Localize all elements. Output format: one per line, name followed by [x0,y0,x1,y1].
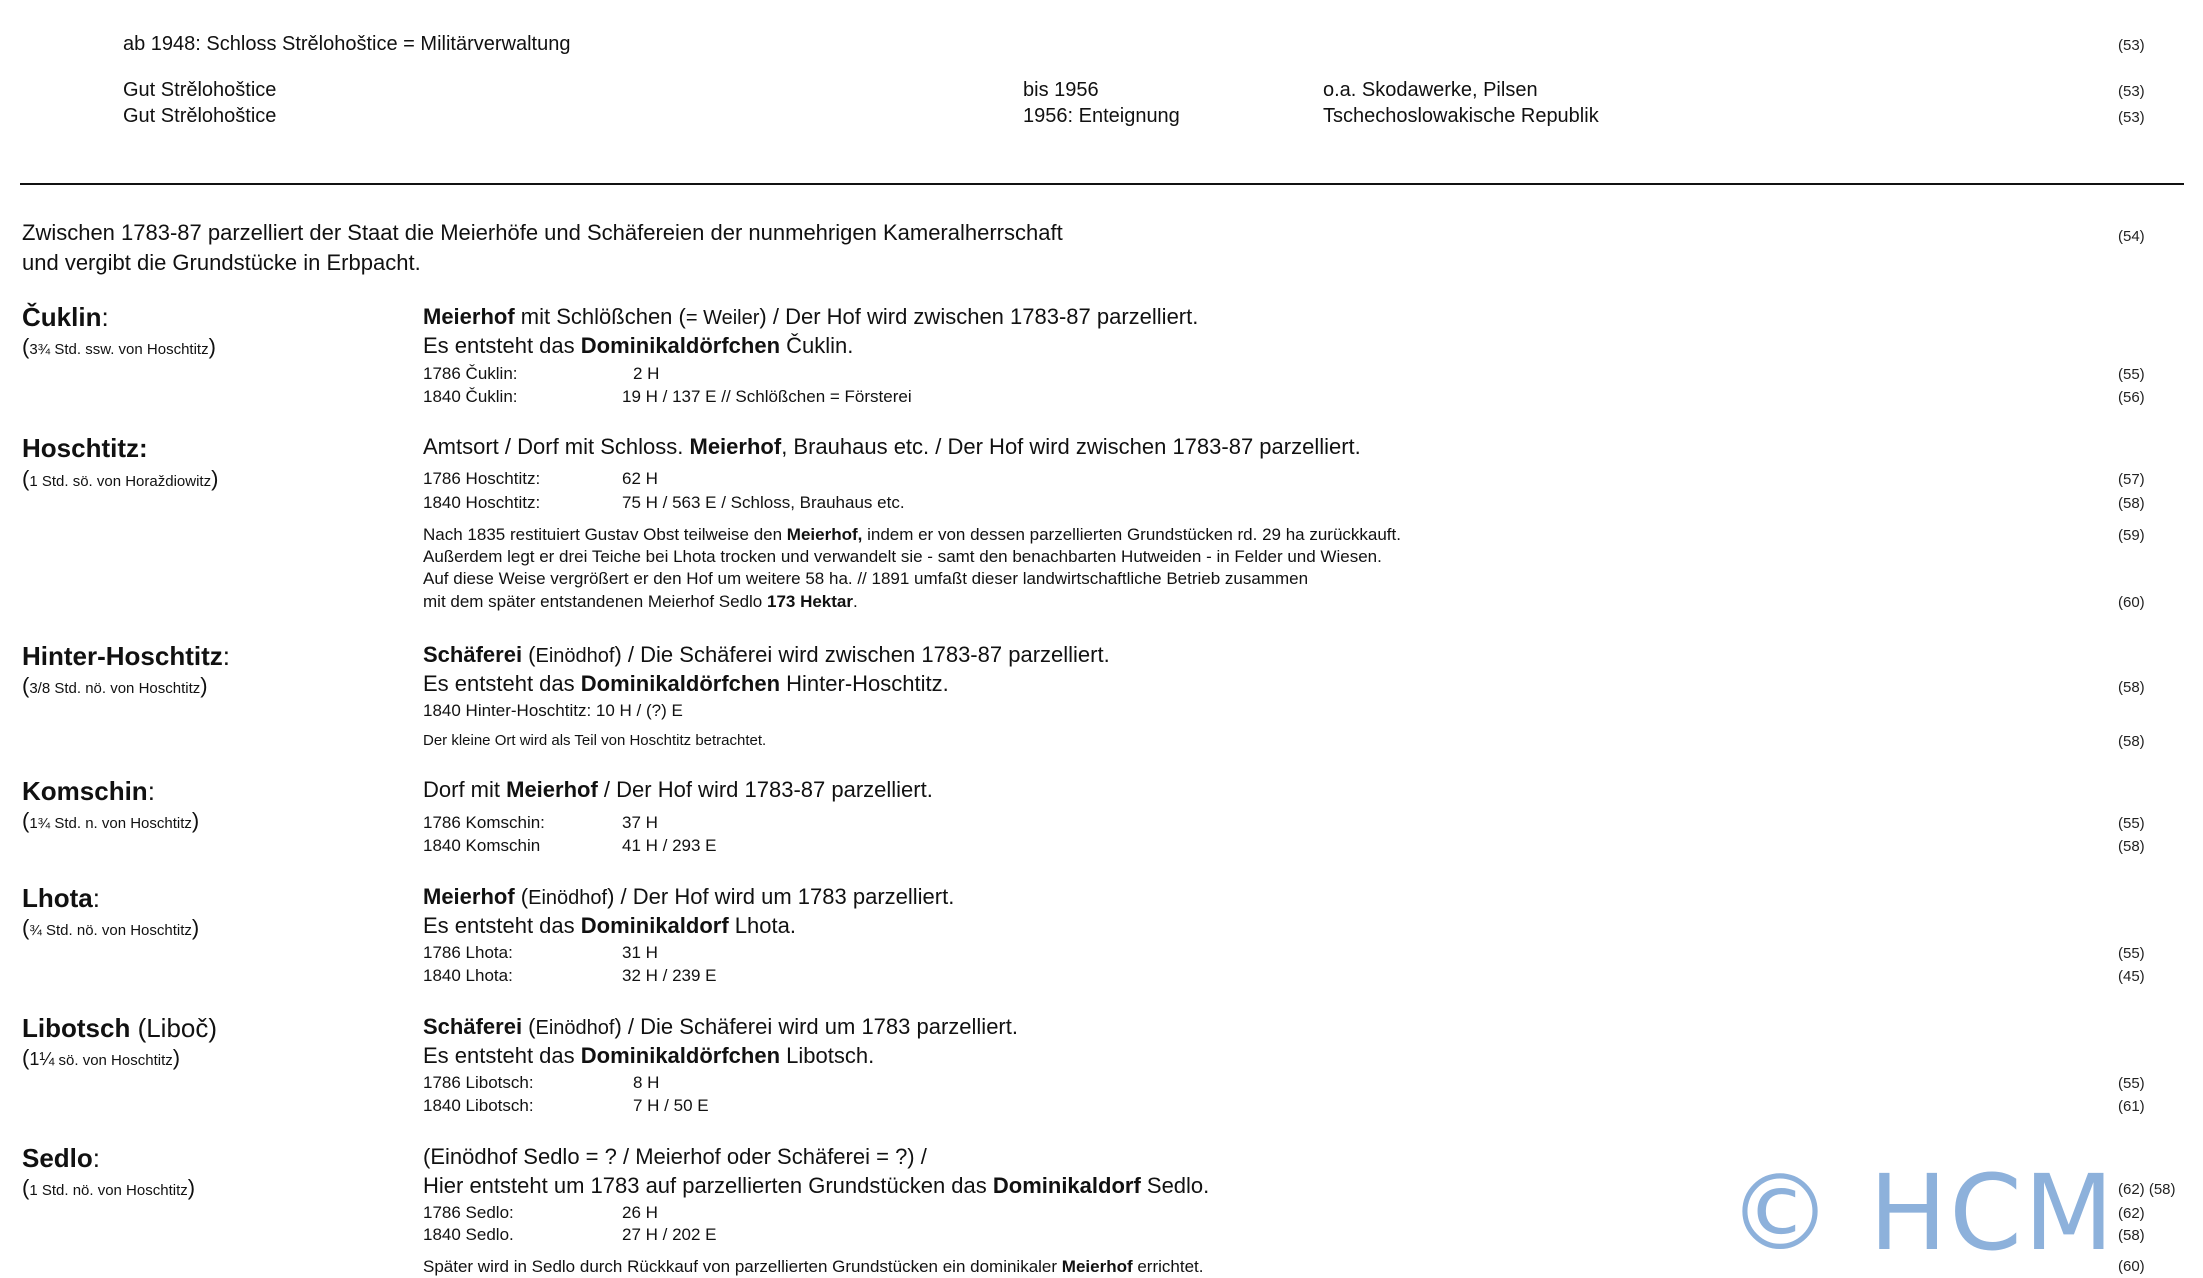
gut-name: Gut Strělohoštice [123,105,277,127]
census-label: 1840 Komschin [423,836,541,855]
census-label: 1786 Hoschtitz: [423,469,541,488]
note-line-2: Außerdem legt er drei Teiche bei Lhota trocken und verwandelt sie - samt den benachbarten Hutweiden - in Felder und Wiesen. [423,547,1382,566]
gut-owner: o.a. Skodawerke, Pilsen [1323,79,1538,101]
census-ref: (57) [2118,471,2145,488]
census-value: 8 H [633,1073,660,1092]
census-label: 1840 Sedlo. [423,1225,514,1244]
desc-line-1: Meierhof mit Schlößchen (= Weiler) / Der Hof wird zwischen 1783-87 parzelliert. [423,304,1199,329]
census-label: 1786 Libotsch: [423,1073,534,1092]
place-distance: (3/8 Std. nö. von Hoschtitz) [22,673,208,698]
note-ref: (60) [2118,594,2145,611]
census-value: 75 H / 563 E / Schloss, Brauhaus etc. [622,493,905,512]
census-label: 1840 Lhota: [423,966,513,985]
census-ref: (55) [2118,815,2145,832]
desc-line-2: Es entsteht das Dominikaldörfchen Libotsch. [423,1043,875,1068]
census-label: 1786 Sedlo: [423,1203,514,1222]
note-ref: (59) [2118,527,2145,544]
census-ref: (58) [2118,495,2145,512]
census-ref: (58) [2118,1227,2145,1244]
desc-ref: (62) (58) [2118,1181,2176,1198]
note-ref: (58) [2118,733,2145,750]
place-name: Čuklin: [22,302,109,332]
note-ref: (60) [2118,1258,2145,1275]
census-value: 7 H / 50 E [633,1096,709,1115]
place-distance: (1¼ sö. von Hoschtitz) [22,1045,181,1070]
note-line: Später wird in Sedlo durch Rückkauf von parzellierten Grundstücken ein dominikaler Meierhof errichtet. [423,1257,1204,1276]
section-divider [20,183,2184,185]
place-name: Libotsch (Liboč) [22,1013,218,1043]
gut-ref: (53) [2118,83,2145,100]
census-ref: (61) [2118,1098,2145,1115]
desc-line-1: Amtsort / Dorf mit Schloss. Meierhof, Brauhaus etc. / Der Hof wird zwischen 1783-87 parzelliert. [423,434,1361,459]
note-line-3: Auf diese Weise vergrößert er den Hof um weitere 58 ha. // 1891 umfaßt dieser landwirtschaftliche Betrieb zusammen [423,569,1309,588]
desc-line-1: Schäferei (Einödhof) / Die Schäferei wird um 1783 parzelliert. [423,1014,1018,1039]
gut-period: bis 1956 [1023,79,1099,101]
census-label: 1840 Čuklin: [423,387,518,406]
place-distance: (1 Std. sö. von Horaždiowitz) [22,466,219,491]
census-value: 37 H [622,813,658,832]
census-value: 26 H [622,1203,658,1222]
census-label: 1840 Hinter-Hoschtitz: 10 H / (?) E [423,701,683,720]
schloss-line: ab 1948: Schloss Strělohoštice = Militärverwaltung [123,33,571,55]
gut-owner: Tschechoslowakische Republik [1323,105,1599,127]
census-ref: (55) [2118,945,2145,962]
census-ref: (55) [2118,1075,2145,1092]
place-name: Hinter-Hoschtitz: [22,641,231,671]
desc-line-2: Hier entsteht um 1783 auf parzellierten Grundstücken das Dominikaldorf Sedlo. [423,1173,1210,1198]
desc-line-2: Es entsteht das Dominikaldorf Lhota. [423,913,796,938]
schloss-ref: (53) [2118,37,2145,54]
note-line-4: mit dem später entstandenen Meierhof Sedlo 173 Hektar. [423,592,858,611]
place-name: Sedlo: [22,1143,101,1173]
gut-name: Gut Strělohoštice [123,79,277,101]
census-ref: (55) [2118,366,2145,383]
intro-line-1: Zwischen 1783-87 parzelliert der Staat die Meierhöfe und Schäfereien der nunmehrigen Kameralherrschaft [22,220,1063,245]
copyright-watermark: © HCM [1728,1152,2116,1274]
intro-line-2: und vergibt die Grundstücke in Erbpacht. [22,250,421,275]
place-name: Hoschtitz: [22,433,148,463]
census-value: 32 H / 239 E [622,966,717,985]
gut-period: 1956: Enteignung [1023,105,1180,127]
desc-line-2: Es entsteht das Dominikaldörfchen Čuklin. [423,333,854,358]
census-label: 1786 Komschin: [423,813,545,832]
census-ref: (56) [2118,389,2145,406]
desc-line-1: Dorf mit Meierhof / Der Hof wird 1783-87 parzelliert. [423,777,933,802]
place-distance: (1¾ Std. n. von Hoschtitz) [22,808,200,833]
census-ref: (58) [2118,838,2145,855]
desc-line-1: Meierhof (Einödhof) / Der Hof wird um 1783 parzelliert. [423,884,955,909]
census-value: 19 H / 137 E // Schlößchen = Försterei [622,387,912,406]
census-label: 1786 Lhota: [423,943,513,962]
census-label: 1840 Hoschtitz: [423,493,541,512]
note-line: Der kleine Ort wird als Teil von Hoschtitz betrachtet. [423,732,767,749]
note-line-1: Nach 1835 restituiert Gustav Obst teilweise den Meierhof, indem er von dessen parzellierten Grundstücken rd. 29 ha zurückkauft. [423,525,1401,544]
census-ref: (45) [2118,968,2145,985]
place-distance: (3¾ Std. ssw. von Hoschtitz) [22,334,216,359]
census-ref: (58) [2118,679,2145,696]
census-value: 41 H / 293 E [622,836,717,855]
census-value: 31 H [622,943,658,962]
place-distance: (¾ Std. nö. von Hoschtitz) [22,915,200,940]
census-label: 1840 Libotsch: [423,1096,534,1115]
census-value: 2 H [633,364,660,383]
census-ref: (62) [2118,1205,2145,1222]
desc-line-1: (Einödhof Sedlo = ? / Meierhof oder Schäferei = ?) / [423,1144,927,1169]
gut-ref: (53) [2118,109,2145,126]
census-value: 27 H / 202 E [622,1225,717,1244]
intro-ref: (54) [2118,228,2145,245]
place-name: Lhota: [22,883,100,913]
desc-line-2: Es entsteht das Dominikaldörfchen Hinter-Hoschtitz. [423,671,949,696]
place-name: Komschin: [22,776,155,806]
place-distance: (1 Std. nö. von Hoschtitz) [22,1175,196,1200]
census-label: 1786 Čuklin: [423,364,518,383]
desc-line-1: Schäferei (Einödhof) / Die Schäferei wird zwischen 1783-87 parzelliert. [423,642,1110,667]
census-value: 62 H [622,469,658,488]
